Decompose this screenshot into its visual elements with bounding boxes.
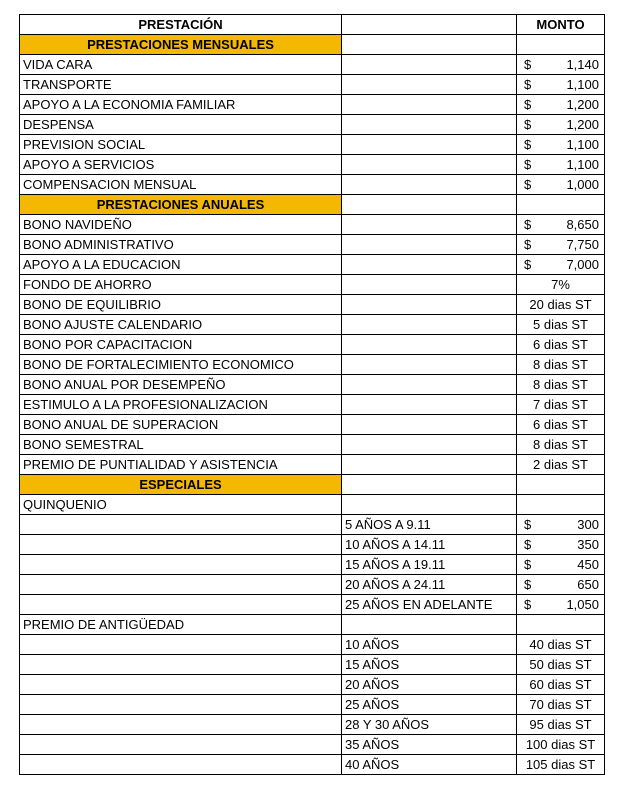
empty-cell — [342, 475, 517, 495]
monto-cell: 8 dias ST — [517, 435, 605, 455]
monto-cell: 8 dias ST — [517, 355, 605, 375]
empty-cell — [342, 215, 517, 235]
prestacion-label: PREMIO DE PUNTIALIDAD Y ASISTENCIA — [20, 455, 342, 475]
currency-sign: $ — [524, 97, 532, 112]
table-row — [20, 435, 605, 455]
header-monto: MONTO — [517, 15, 605, 35]
monto-cell: 6 dias ST — [517, 335, 605, 355]
money-value — [520, 515, 601, 534]
prestacion-label: BONO NAVIDEÑO — [20, 215, 342, 235]
empty-cell — [342, 75, 517, 95]
table-row — [20, 675, 605, 695]
amount-value: 1,100 — [566, 157, 599, 172]
empty-cell — [517, 495, 605, 515]
monto-cell: 20 dias ST — [517, 295, 605, 315]
amount-value: 350 — [577, 537, 599, 552]
empty-cell — [342, 375, 517, 395]
monto-cell: 50 dias ST — [517, 655, 605, 675]
years-range: 35 AÑOS — [342, 735, 517, 755]
money-value — [520, 95, 601, 114]
prestacion-label: BONO POR CAPACITACION — [20, 335, 342, 355]
table-row — [20, 115, 605, 135]
table-row — [20, 455, 605, 475]
amount-value: 300 — [577, 517, 599, 532]
empty-cell — [342, 135, 517, 155]
table-row — [20, 55, 605, 75]
empty-cell — [342, 175, 517, 195]
money-value — [520, 235, 601, 254]
empty-cell — [342, 435, 517, 455]
empty-cell — [517, 195, 605, 215]
table-row — [20, 95, 605, 115]
prestacion-label: BONO ANUAL DE SUPERACION — [20, 415, 342, 435]
monto-cell: 95 dias ST — [517, 715, 605, 735]
money-value — [520, 535, 601, 554]
years-range: 25 AÑOS — [342, 695, 517, 715]
table-row — [20, 315, 605, 335]
currency-sign: $ — [524, 157, 532, 172]
empty-cell — [20, 595, 342, 615]
monto-cell — [517, 555, 605, 575]
years-range: 25 AÑOS EN ADELANTE — [342, 595, 517, 615]
monto-cell: 7% — [517, 275, 605, 295]
prestacion-label: BONO DE FORTALECIMIENTO ECONOMICO — [20, 355, 342, 375]
monto-cell — [517, 515, 605, 535]
amount-value: 1,100 — [566, 77, 599, 92]
currency-sign: $ — [524, 557, 532, 572]
empty-cell — [342, 275, 517, 295]
empty-cell — [20, 695, 342, 715]
amount-value: 650 — [577, 577, 599, 592]
prestacion-label: APOYO A LA ECONOMIA FAMILIAR — [20, 95, 342, 115]
money-value — [520, 175, 601, 194]
table-row — [20, 595, 605, 615]
empty-cell — [20, 555, 342, 575]
section-header-row — [20, 475, 605, 495]
currency-sign: $ — [524, 217, 532, 232]
table-row — [20, 75, 605, 95]
group-label-row — [20, 495, 605, 515]
currency-sign: $ — [524, 117, 532, 132]
currency-sign: $ — [524, 177, 532, 192]
years-range: 28 Y 30 AÑOS — [342, 715, 517, 735]
section-header-row — [20, 195, 605, 215]
amount-value: 8,650 — [566, 217, 599, 232]
monto-cell — [517, 75, 605, 95]
prestacion-label: ESTIMULO A LA PROFESIONALIZACION — [20, 395, 342, 415]
money-value — [520, 55, 601, 74]
table-row — [20, 515, 605, 535]
currency-sign: $ — [524, 577, 532, 592]
amount-value: 1,050 — [566, 597, 599, 612]
prestacion-label: DESPENSA — [20, 115, 342, 135]
currency-sign: $ — [524, 517, 532, 532]
table-row — [20, 155, 605, 175]
empty-cell — [342, 255, 517, 275]
prestacion-label: VIDA CARA — [20, 55, 342, 75]
monto-cell: 8 dias ST — [517, 375, 605, 395]
empty-cell — [517, 35, 605, 55]
empty-cell — [342, 95, 517, 115]
empty-cell — [342, 395, 517, 415]
monto-cell — [517, 155, 605, 175]
empty-cell — [20, 675, 342, 695]
empty-cell — [342, 55, 517, 75]
currency-sign: $ — [524, 137, 532, 152]
group-label: PREMIO DE ANTIGÜEDAD — [20, 615, 342, 635]
prestacion-label: FONDO DE AHORRO — [20, 275, 342, 295]
group-label: QUINQUENIO — [20, 495, 342, 515]
monto-cell — [517, 95, 605, 115]
empty-cell — [342, 335, 517, 355]
empty-cell — [342, 115, 517, 135]
empty-cell — [342, 415, 517, 435]
table-row — [20, 415, 605, 435]
empty-cell — [342, 235, 517, 255]
table-row — [20, 295, 605, 315]
empty-cell — [20, 735, 342, 755]
monto-cell — [517, 175, 605, 195]
prestacion-label: BONO AJUSTE CALENDARIO — [20, 315, 342, 335]
monto-cell — [517, 115, 605, 135]
amount-value: 7,000 — [566, 257, 599, 272]
years-range: 20 AÑOS A 24.11 — [342, 575, 517, 595]
empty-cell — [20, 655, 342, 675]
group-label-row — [20, 615, 605, 635]
years-range: 10 AÑOS A 14.11 — [342, 535, 517, 555]
currency-sign: $ — [524, 257, 532, 272]
years-range: 10 AÑOS — [342, 635, 517, 655]
amount-value: 1,140 — [566, 57, 599, 72]
money-value — [520, 135, 601, 154]
currency-sign: $ — [524, 237, 532, 252]
prestacion-label: PREVISION SOCIAL — [20, 135, 342, 155]
amount-value: 1,200 — [566, 117, 599, 132]
empty-cell — [20, 515, 342, 535]
years-range: 40 AÑOS — [342, 755, 517, 775]
prestacion-label: BONO ANUAL POR DESEMPEÑO — [20, 375, 342, 395]
section-title: PRESTACIONES ANUALES — [20, 195, 342, 215]
prestacion-label: BONO DE EQUILIBRIO — [20, 295, 342, 315]
monto-cell — [517, 255, 605, 275]
amount-value: 1,100 — [566, 137, 599, 152]
empty-cell — [517, 475, 605, 495]
table-row — [20, 355, 605, 375]
empty-cell — [342, 495, 517, 515]
monto-cell — [517, 235, 605, 255]
money-value — [520, 115, 601, 134]
section-title: ESPECIALES — [20, 475, 342, 495]
money-value — [520, 575, 601, 594]
empty-cell — [20, 715, 342, 735]
prestacion-label: COMPENSACION MENSUAL — [20, 175, 342, 195]
benefits-sheet — [19, 14, 604, 775]
empty-cell — [20, 535, 342, 555]
table-row — [20, 535, 605, 555]
money-value — [520, 155, 601, 174]
table-row — [20, 715, 605, 735]
money-value — [520, 255, 601, 274]
empty-cell — [342, 455, 517, 475]
table-row — [20, 395, 605, 415]
monto-cell — [517, 215, 605, 235]
money-value — [520, 75, 601, 94]
table-row — [20, 555, 605, 575]
table-row — [20, 335, 605, 355]
empty-cell — [342, 295, 517, 315]
empty-cell — [20, 575, 342, 595]
monto-cell: 105 dias ST — [517, 755, 605, 775]
empty-cell — [342, 615, 517, 635]
section-title: PRESTACIONES MENSUALES — [20, 35, 342, 55]
table-row — [20, 655, 605, 675]
monto-cell: 6 dias ST — [517, 415, 605, 435]
table-row — [20, 175, 605, 195]
header-prestacion: PRESTACIÓN — [20, 15, 342, 35]
years-range: 15 AÑOS A 19.11 — [342, 555, 517, 575]
prestacion-label: TRANSPORTE — [20, 75, 342, 95]
monto-cell: 60 dias ST — [517, 675, 605, 695]
monto-cell — [517, 55, 605, 75]
table-row — [20, 695, 605, 715]
empty-cell — [342, 355, 517, 375]
monto-cell — [517, 135, 605, 155]
monto-cell: 7 dias ST — [517, 395, 605, 415]
monto-cell: 2 dias ST — [517, 455, 605, 475]
table-row — [20, 635, 605, 655]
monto-cell — [517, 575, 605, 595]
prestacion-label: BONO SEMESTRAL — [20, 435, 342, 455]
money-value — [520, 555, 601, 574]
prestacion-label: APOYO A SERVICIOS — [20, 155, 342, 175]
amount-value: 1,200 — [566, 97, 599, 112]
currency-sign: $ — [524, 537, 532, 552]
monto-cell: 5 dias ST — [517, 315, 605, 335]
prestacion-label: APOYO A LA EDUCACION — [20, 255, 342, 275]
empty-cell — [342, 35, 517, 55]
amount-value: 7,750 — [566, 237, 599, 252]
table-body — [20, 15, 605, 775]
empty-cell — [20, 635, 342, 655]
table-row — [20, 375, 605, 395]
currency-sign: $ — [524, 77, 532, 92]
empty-cell — [20, 755, 342, 775]
years-range: 5 AÑOS A 9.11 — [342, 515, 517, 535]
years-range: 20 AÑOS — [342, 675, 517, 695]
monto-cell: 40 dias ST — [517, 635, 605, 655]
empty-cell — [342, 155, 517, 175]
monto-cell — [517, 535, 605, 555]
section-header-row — [20, 35, 605, 55]
table-row — [20, 215, 605, 235]
monto-cell: 70 dias ST — [517, 695, 605, 715]
monto-cell: 100 dias ST — [517, 735, 605, 755]
table-row — [20, 755, 605, 775]
header-blank — [342, 15, 517, 35]
money-value — [520, 595, 601, 614]
table-row — [20, 275, 605, 295]
years-range: 15 AÑOS — [342, 655, 517, 675]
monto-cell — [517, 595, 605, 615]
empty-cell — [342, 315, 517, 335]
prestacion-label: BONO ADMINISTRATIVO — [20, 235, 342, 255]
table-row — [20, 235, 605, 255]
money-value — [520, 215, 601, 234]
empty-cell — [342, 195, 517, 215]
currency-sign: $ — [524, 57, 532, 72]
amount-value: 1,000 — [566, 177, 599, 192]
header-row — [20, 15, 605, 35]
currency-sign: $ — [524, 597, 532, 612]
table-row — [20, 735, 605, 755]
amount-value: 450 — [577, 557, 599, 572]
table-row — [20, 575, 605, 595]
empty-cell — [517, 615, 605, 635]
table-row — [20, 255, 605, 275]
table-row — [20, 135, 605, 155]
benefits-table — [19, 14, 605, 775]
